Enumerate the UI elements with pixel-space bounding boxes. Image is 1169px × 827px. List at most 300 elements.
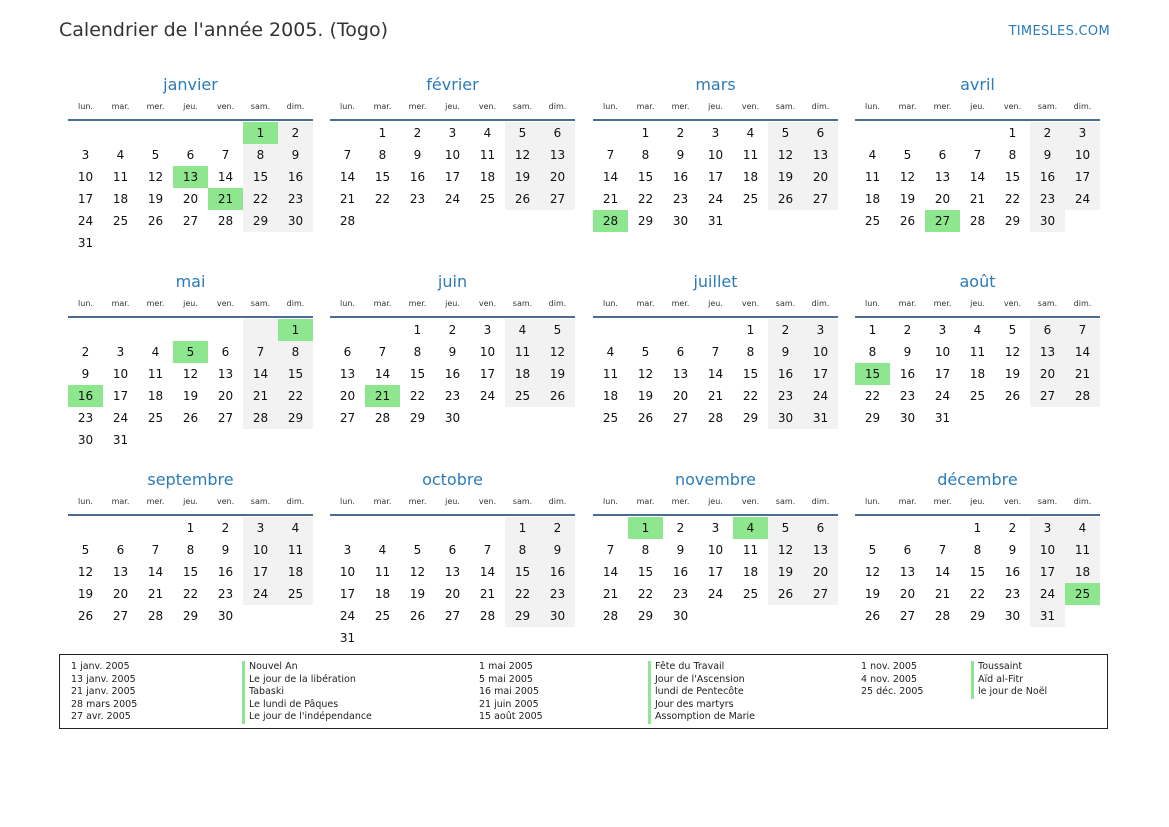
week-row bbox=[68, 363, 313, 385]
day-cell: 6 bbox=[221, 345, 230, 359]
day-cell: 2 bbox=[540, 517, 575, 539]
page-title: Calendrier de l'année 2005. (Togo) bbox=[59, 19, 388, 41]
month-name: mai bbox=[175, 272, 206, 291]
day-cell: 23 bbox=[77, 411, 94, 425]
empty-cell bbox=[540, 210, 575, 232]
day-cell: 2 bbox=[1008, 521, 1017, 535]
holiday-dates-col-3 bbox=[861, 661, 923, 699]
day-cell: 22 bbox=[864, 389, 881, 403]
day-cell: 3 bbox=[116, 345, 125, 359]
day-cell: 1 bbox=[746, 323, 755, 337]
weekday-label: sam. bbox=[1037, 497, 1058, 506]
empty-cell bbox=[208, 429, 243, 451]
weekday-label: sam. bbox=[512, 497, 533, 506]
empty-cell bbox=[733, 210, 768, 232]
day-cell: 12 bbox=[899, 170, 916, 184]
day-cell: 11 bbox=[505, 341, 540, 363]
day-cell: 27 bbox=[672, 411, 689, 425]
empty-cell bbox=[768, 605, 803, 627]
day-cell: 25 bbox=[505, 385, 540, 407]
day-cell: 5 bbox=[768, 517, 803, 539]
day-cell: 8 bbox=[1008, 148, 1017, 162]
day-cell: 31 bbox=[1030, 605, 1065, 627]
day-cell: 29 bbox=[182, 609, 199, 623]
day-cell: 29 bbox=[409, 411, 426, 425]
holiday-date: 16 mai 2005 bbox=[479, 686, 540, 697]
holiday-name: Tabaski bbox=[242, 686, 372, 699]
empty-cell bbox=[365, 627, 400, 649]
empty-cell bbox=[68, 122, 103, 144]
day-cell: 8 bbox=[186, 543, 195, 557]
day-cell: 12 bbox=[768, 539, 803, 561]
day-cell: 5 bbox=[903, 148, 912, 162]
day-cell: 3 bbox=[448, 126, 457, 140]
day-cell: 18 bbox=[374, 587, 391, 601]
day-cell: 21 bbox=[707, 389, 724, 403]
day-cell: 10 bbox=[934, 345, 951, 359]
month-divider bbox=[593, 514, 838, 516]
day-cell: 14 bbox=[1065, 341, 1100, 363]
empty-cell bbox=[505, 627, 540, 649]
holiday-date: 5 mai 2005 bbox=[479, 673, 533, 685]
day-cell: 17 bbox=[1065, 166, 1100, 188]
weekday-label: ven. bbox=[741, 299, 760, 308]
day-cell: 30 bbox=[899, 411, 916, 425]
week-row bbox=[855, 385, 1100, 407]
day-cell: 18 bbox=[742, 170, 759, 184]
weekday-label: mar. bbox=[111, 299, 130, 308]
day-cell: 8 bbox=[973, 543, 982, 557]
day-cell: 13 bbox=[1030, 341, 1065, 363]
month-name: janvier bbox=[163, 75, 218, 94]
week-row bbox=[330, 407, 575, 429]
holiday-name: Le jour de l'indépendance bbox=[242, 711, 372, 724]
holiday-day-cell: 21 bbox=[365, 385, 400, 407]
day-cell: 26 bbox=[77, 609, 94, 623]
day-cell: 7 bbox=[343, 148, 352, 162]
day-cell: 30 bbox=[1030, 210, 1065, 232]
month-divider bbox=[855, 119, 1100, 121]
day-cell: 9 bbox=[676, 148, 685, 162]
day-cell: 15 bbox=[243, 166, 278, 188]
day-cell: 10 bbox=[803, 341, 838, 363]
day-cell: 7 bbox=[378, 345, 387, 359]
day-cell: 18 bbox=[742, 565, 759, 579]
day-cell: 28 bbox=[1065, 385, 1100, 407]
day-cell: 25 bbox=[742, 587, 759, 601]
day-cell: 26 bbox=[540, 385, 575, 407]
day-cell: 18 bbox=[479, 170, 496, 184]
day-cell: 10 bbox=[112, 367, 129, 381]
holiday-names-col-3 bbox=[971, 661, 1047, 699]
weekday-label: ven. bbox=[478, 497, 497, 506]
day-cell: 14 bbox=[243, 363, 278, 385]
day-cell: 24 bbox=[243, 583, 278, 605]
day-cell: 31 bbox=[112, 433, 129, 447]
day-cell: 19 bbox=[864, 587, 881, 601]
week-row bbox=[855, 122, 1100, 144]
day-cell: 6 bbox=[186, 148, 195, 162]
holiday-date: 21 juin 2005 bbox=[479, 698, 539, 710]
weekday-label: lun. bbox=[865, 102, 880, 111]
day-cell: 25 bbox=[479, 192, 496, 206]
day-cell: 21 bbox=[602, 587, 619, 601]
weekday-label: lun. bbox=[603, 102, 618, 111]
day-cell: 30 bbox=[672, 609, 689, 623]
day-cell: 22 bbox=[969, 587, 986, 601]
holiday-names-col-1 bbox=[242, 661, 372, 724]
day-cell: 24 bbox=[479, 389, 496, 403]
day-cell: 16 bbox=[768, 363, 803, 385]
day-cell: 15 bbox=[409, 367, 426, 381]
day-cell: 29 bbox=[637, 609, 654, 623]
week-row bbox=[593, 341, 838, 363]
week-row bbox=[330, 188, 575, 210]
weekday-label: mar. bbox=[373, 497, 392, 506]
weekday-label: lun. bbox=[603, 299, 618, 308]
day-cell: 7 bbox=[938, 543, 947, 557]
day-cell: 26 bbox=[147, 214, 164, 228]
empty-cell bbox=[593, 517, 628, 539]
weekday-label: jeu. bbox=[445, 497, 460, 506]
empty-cell bbox=[243, 232, 278, 254]
weekday-label: mar. bbox=[636, 497, 655, 506]
week-row bbox=[68, 429, 313, 451]
day-cell: 12 bbox=[77, 565, 94, 579]
day-cell: 24 bbox=[1030, 583, 1065, 605]
empty-cell bbox=[593, 122, 628, 144]
empty-cell bbox=[1065, 605, 1100, 627]
empty-cell bbox=[138, 429, 173, 451]
month-divider bbox=[593, 119, 838, 121]
week-row bbox=[593, 166, 838, 188]
week-row bbox=[330, 363, 575, 385]
day-cell: 9 bbox=[676, 543, 685, 557]
day-cell: 26 bbox=[409, 609, 426, 623]
weekday-header bbox=[68, 297, 313, 311]
weekday-label: sam. bbox=[775, 102, 796, 111]
empty-cell bbox=[68, 319, 103, 341]
day-cell: 21 bbox=[602, 192, 619, 206]
day-cell: 14 bbox=[602, 170, 619, 184]
holiday-name: Toussaint bbox=[971, 661, 1047, 674]
holiday-date: 27 avr. 2005 bbox=[71, 711, 131, 722]
holiday-day-cell: 15 bbox=[855, 363, 890, 385]
week-row bbox=[855, 188, 1100, 210]
day-cell: 19 bbox=[505, 166, 540, 188]
day-cell: 23 bbox=[899, 389, 916, 403]
day-cell: 16 bbox=[540, 561, 575, 583]
week-row bbox=[68, 341, 313, 363]
day-cell: 12 bbox=[637, 367, 654, 381]
day-cell: 22 bbox=[278, 385, 313, 407]
holiday-name: Fête du Travail bbox=[648, 661, 755, 674]
day-cell: 2 bbox=[676, 521, 685, 535]
day-cell: 19 bbox=[147, 192, 164, 206]
holiday-day-cell: 21 bbox=[208, 188, 243, 210]
holiday-names-col-2 bbox=[648, 661, 755, 724]
day-cell: 9 bbox=[1030, 144, 1065, 166]
weekday-label: ven. bbox=[1003, 299, 1022, 308]
week-row bbox=[593, 363, 838, 385]
day-cell: 16 bbox=[444, 367, 461, 381]
day-cell: 17 bbox=[444, 170, 461, 184]
weekday-label: mar. bbox=[636, 299, 655, 308]
empty-cell bbox=[890, 517, 925, 539]
empty-cell bbox=[68, 517, 103, 539]
month-name: octobre bbox=[422, 470, 483, 489]
empty-cell bbox=[733, 605, 768, 627]
day-cell: 23 bbox=[1004, 587, 1021, 601]
day-cell: 5 bbox=[868, 543, 877, 557]
empty-cell bbox=[330, 122, 365, 144]
month-divider bbox=[593, 316, 838, 318]
day-cell: 9 bbox=[1008, 543, 1017, 557]
empty-cell bbox=[243, 429, 278, 451]
day-cell: 5 bbox=[81, 543, 90, 557]
day-cell: 12 bbox=[768, 144, 803, 166]
day-cell: 31 bbox=[934, 411, 951, 425]
empty-cell bbox=[208, 232, 243, 254]
holiday-name: Jour des martyrs bbox=[648, 699, 755, 712]
day-cell: 1 bbox=[413, 323, 422, 337]
day-cell: 29 bbox=[864, 411, 881, 425]
day-cell: 8 bbox=[413, 345, 422, 359]
weekday-label: sam. bbox=[775, 497, 796, 506]
week-row bbox=[593, 385, 838, 407]
month-divider bbox=[330, 316, 575, 318]
month-divider bbox=[68, 514, 313, 516]
empty-cell bbox=[330, 319, 365, 341]
holiday-day-cell: 28 bbox=[593, 210, 628, 232]
empty-cell bbox=[278, 605, 313, 627]
weekday-header bbox=[593, 100, 838, 114]
month-divider bbox=[855, 316, 1100, 318]
day-cell: 13 bbox=[803, 539, 838, 561]
week-row bbox=[855, 407, 1100, 429]
week-row bbox=[68, 561, 313, 583]
weekday-label: mar. bbox=[111, 497, 130, 506]
day-cell: 11 bbox=[742, 543, 759, 557]
month-name: août bbox=[959, 272, 996, 291]
weekday-label: dim. bbox=[286, 102, 305, 111]
day-cell: 2 bbox=[413, 126, 422, 140]
day-cell: 14 bbox=[217, 170, 234, 184]
day-cell: 23 bbox=[672, 587, 689, 601]
weekday-header bbox=[855, 297, 1100, 311]
day-cell: 6 bbox=[903, 543, 912, 557]
weekday-label: sam. bbox=[512, 299, 533, 308]
holiday-date: 1 janv. 2005 bbox=[71, 661, 130, 672]
week-row bbox=[330, 517, 575, 539]
empty-cell bbox=[470, 517, 505, 539]
week-row bbox=[68, 166, 313, 188]
day-cell: 19 bbox=[540, 363, 575, 385]
day-cell: 5 bbox=[413, 543, 422, 557]
week-row bbox=[855, 166, 1100, 188]
empty-cell bbox=[365, 210, 400, 232]
month-4 bbox=[68, 271, 313, 451]
week-row bbox=[68, 539, 313, 561]
day-cell: 29 bbox=[243, 210, 278, 232]
day-cell: 2 bbox=[1030, 122, 1065, 144]
day-cell: 17 bbox=[1030, 561, 1065, 583]
empty-cell bbox=[103, 232, 138, 254]
weekday-label: dim. bbox=[1073, 102, 1092, 111]
day-cell: 3 bbox=[711, 126, 720, 140]
day-cell: 7 bbox=[221, 148, 230, 162]
month-9 bbox=[330, 469, 575, 649]
holiday-date: 25 déc. 2005 bbox=[861, 686, 924, 697]
weekday-label: ven. bbox=[741, 497, 760, 506]
brand-link[interactable]: TIMESLES.COM bbox=[1008, 24, 1110, 39]
week-row bbox=[68, 144, 313, 166]
day-cell: 7 bbox=[1065, 319, 1100, 341]
day-cell: 18 bbox=[147, 389, 164, 403]
day-cell: 24 bbox=[803, 385, 838, 407]
week-row bbox=[855, 144, 1100, 166]
week-row bbox=[330, 561, 575, 583]
week-row bbox=[855, 341, 1100, 363]
empty-cell bbox=[505, 210, 540, 232]
weekday-label: sam. bbox=[250, 497, 271, 506]
holiday-day-cell: 1 bbox=[243, 122, 278, 144]
week-row bbox=[330, 144, 575, 166]
weekday-label: dim. bbox=[811, 299, 830, 308]
day-cell: 11 bbox=[278, 539, 313, 561]
day-cell: 26 bbox=[505, 188, 540, 210]
day-cell: 13 bbox=[899, 565, 916, 579]
day-cell: 20 bbox=[444, 587, 461, 601]
day-cell: 20 bbox=[803, 561, 838, 583]
day-cell: 12 bbox=[409, 565, 426, 579]
empty-cell bbox=[278, 429, 313, 451]
week-row bbox=[593, 122, 838, 144]
day-cell: 10 bbox=[77, 170, 94, 184]
day-cell: 22 bbox=[182, 587, 199, 601]
day-cell: 5 bbox=[768, 122, 803, 144]
week-row bbox=[330, 583, 575, 605]
week-row bbox=[593, 605, 838, 627]
weekday-label: mer. bbox=[408, 497, 427, 506]
weekday-label: mar. bbox=[898, 102, 917, 111]
week-row bbox=[68, 319, 313, 341]
weekday-label: jeu. bbox=[970, 497, 985, 506]
day-cell: 2 bbox=[221, 521, 230, 535]
weekday-label: ven. bbox=[216, 497, 235, 506]
day-cell: 4 bbox=[278, 517, 313, 539]
week-row bbox=[855, 363, 1100, 385]
day-cell: 3 bbox=[483, 323, 492, 337]
day-cell: 21 bbox=[934, 587, 951, 601]
day-cell: 22 bbox=[637, 192, 654, 206]
week-row bbox=[330, 341, 575, 363]
day-cell: 3 bbox=[803, 319, 838, 341]
day-cell: 10 bbox=[1030, 539, 1065, 561]
day-cell: 4 bbox=[1065, 517, 1100, 539]
empty-cell bbox=[400, 517, 435, 539]
empty-cell bbox=[103, 319, 138, 341]
day-cell: 14 bbox=[969, 170, 986, 184]
weekday-label: dim. bbox=[1073, 299, 1092, 308]
day-cell: 3 bbox=[1065, 122, 1100, 144]
day-cell: 12 bbox=[1004, 345, 1021, 359]
empty-cell bbox=[208, 319, 243, 341]
month-name: avril bbox=[960, 75, 995, 94]
day-cell: 7 bbox=[151, 543, 160, 557]
week-row bbox=[68, 517, 313, 539]
weekday-label: jeu. bbox=[183, 102, 198, 111]
week-row bbox=[68, 605, 313, 627]
week-row bbox=[68, 232, 313, 254]
day-cell: 4 bbox=[606, 345, 615, 359]
day-cell: 28 bbox=[147, 609, 164, 623]
day-cell: 16 bbox=[672, 565, 689, 579]
holiday-name: Le lundi de Pâques bbox=[242, 699, 372, 712]
day-cell: 19 bbox=[77, 587, 94, 601]
weekday-label: mer. bbox=[671, 497, 690, 506]
day-cell: 17 bbox=[934, 367, 951, 381]
weekday-label: mer. bbox=[146, 497, 165, 506]
day-cell: 14 bbox=[934, 565, 951, 579]
day-cell: 30 bbox=[278, 210, 313, 232]
weekday-label: sam. bbox=[250, 299, 271, 308]
day-cell: 6 bbox=[448, 543, 457, 557]
empty-cell bbox=[995, 407, 1030, 429]
day-cell: 16 bbox=[1030, 166, 1065, 188]
empty-cell bbox=[138, 232, 173, 254]
holiday-name: Nouvel An bbox=[242, 661, 372, 674]
holiday-day-cell: 13 bbox=[173, 166, 208, 188]
day-cell: 5 bbox=[540, 319, 575, 341]
empty-cell bbox=[365, 319, 400, 341]
day-cell: 12 bbox=[182, 367, 199, 381]
day-cell: 22 bbox=[409, 389, 426, 403]
week-row bbox=[855, 605, 1100, 627]
day-cell: 23 bbox=[1030, 188, 1065, 210]
month-2 bbox=[593, 74, 838, 232]
empty-cell bbox=[103, 517, 138, 539]
day-cell: 10 bbox=[339, 565, 356, 579]
day-cell: 18 bbox=[602, 389, 619, 403]
holiday-date: 1 nov. 2005 bbox=[861, 661, 917, 672]
weekday-label: lun. bbox=[865, 497, 880, 506]
empty-cell bbox=[960, 407, 995, 429]
day-cell: 19 bbox=[768, 561, 803, 583]
month-divider bbox=[68, 119, 313, 121]
weekday-label: dim. bbox=[286, 299, 305, 308]
day-cell: 6 bbox=[676, 345, 685, 359]
day-cell: 29 bbox=[1004, 214, 1021, 228]
day-cell: 15 bbox=[742, 367, 759, 381]
day-cell: 11 bbox=[147, 367, 164, 381]
day-cell: 14 bbox=[707, 367, 724, 381]
day-cell: 27 bbox=[182, 214, 199, 228]
day-cell: 9 bbox=[448, 345, 457, 359]
day-cell: 4 bbox=[973, 323, 982, 337]
day-cell: 10 bbox=[243, 539, 278, 561]
week-row bbox=[68, 188, 313, 210]
day-cell: 25 bbox=[147, 411, 164, 425]
day-cell: 19 bbox=[768, 166, 803, 188]
day-cell: 6 bbox=[803, 122, 838, 144]
day-cell: 9 bbox=[540, 539, 575, 561]
day-cell: 26 bbox=[637, 411, 654, 425]
day-cell: 8 bbox=[868, 345, 877, 359]
weekday-label: lun. bbox=[603, 497, 618, 506]
empty-cell bbox=[698, 319, 733, 341]
day-cell: 12 bbox=[864, 565, 881, 579]
